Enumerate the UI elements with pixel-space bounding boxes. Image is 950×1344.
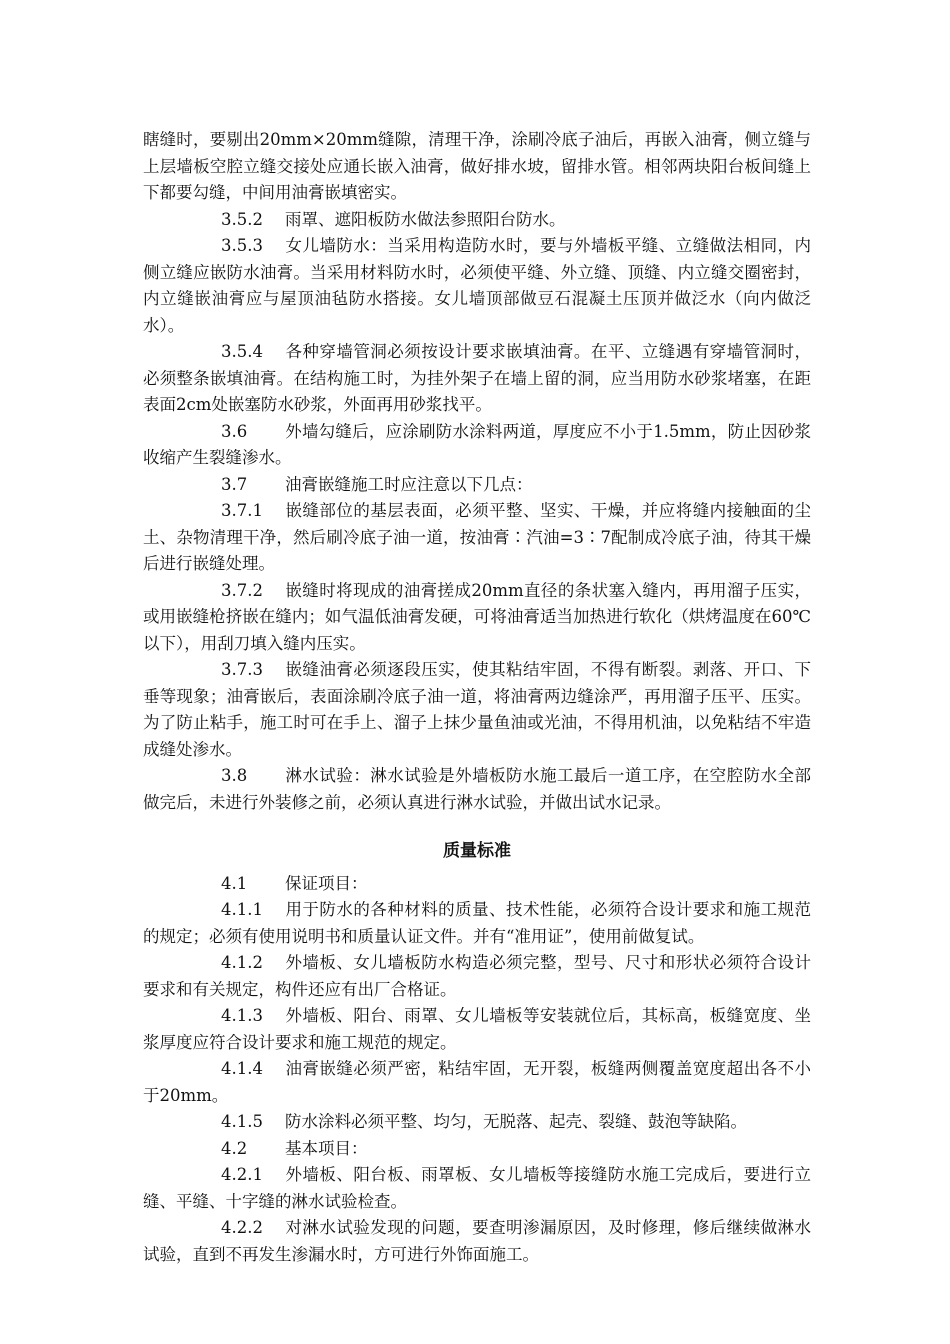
- paragraph-3-5-3: [143, 233, 811, 339]
- paragraph-3-7-1: [143, 498, 811, 578]
- clause-number: 3.5.3: [221, 236, 263, 255]
- paragraph-text: 外墙板、女儿墙板防水构造必须完整，型号、尺寸和形状必须符合设计要求和有关规定，构件还应有出厂合格证。: [143, 953, 811, 999]
- paragraph-4-2-2: [143, 1215, 811, 1268]
- paragraph-text: 嵌缝部位的基层表面，必须平整、坚实、干燥，并应将缝内接触面的尘土、杂物清理干净，然后刷冷底子油一道，按油膏∶汽油=3∶7配制成冷底子油，待其干燥后进行嵌缝处理。: [143, 501, 811, 573]
- paragraph-text: 淋水试验：淋水试验是外墙板防水施工最后一道工序，在空腔防水全部做完后，未进行外装修之前，必须认真进行淋水试验，并做出试水记录。: [143, 766, 811, 812]
- paragraph-text: 基本项目：: [285, 1138, 368, 1158]
- paragraph-3-5-2: [143, 207, 811, 234]
- paragraph-text: 防水涂料必须平整、均匀，无脱落、起壳、裂缝、鼓泡等缺陷。: [285, 1112, 747, 1131]
- paragraph-3-8: [143, 763, 811, 816]
- paragraph-text: 嵌缝油膏必须逐段压实，使其粘结牢固，不得有断裂。剥落、开口、下垂等现象；油膏嵌后，表面涂刷冷底子油一道，将油膏两边缝涂严，再用溜子压平、压实。为了防止粘手，施工时可在手上、溜子上抹少量鱼油或光油，不得用机油，以免粘结不牢造成缝处渗水。: [143, 660, 811, 759]
- paragraph-3-7-2: [143, 578, 811, 658]
- paragraph-4-2: [143, 1136, 811, 1163]
- paragraph-text: 外墙板、阳台板、雨罩板、女儿墙板等接缝防水施工完成后，要进行立缝、平缝、十字缝的淋水试验检查。: [143, 1165, 811, 1211]
- paragraph-4-1-3: [143, 1003, 811, 1056]
- paragraph-text: 对淋水试验发现的问题，要查明渗漏原因，及时修理，修后继续做淋水试验，直到不再发生渗漏水时，方可进行外饰面施工。: [143, 1218, 811, 1264]
- paragraph-text: 外墙板、阳台、雨罩、女儿墙板等安装就位后，其标高，板缝宽度、坐浆厚度应符合设计要求和施工规范的规定。: [143, 1006, 811, 1052]
- clause-number: 3.7.3: [221, 660, 263, 679]
- paragraph-4-1: [143, 871, 811, 898]
- clause-number: 3.7.2: [221, 580, 263, 600]
- clause-number: 3.7: [221, 474, 248, 494]
- paragraph-3-6: [143, 419, 811, 472]
- paragraph-3-5-4: [143, 339, 811, 419]
- clause-number: 3.5.2: [221, 209, 263, 229]
- paragraph-text: 油膏嵌缝必须严密，粘结牢固，无开裂，板缝两侧覆盖宽度超出各不小于20mm。: [143, 1059, 811, 1105]
- paragraph-text: 用于防水的各种材料的质量、技术性能，必须符合设计要求和施工规范的规定；必须有使用说明书和质量认证文件。并有“准用证”，使用前做复试。: [143, 900, 811, 946]
- clause-number: 3.8: [221, 766, 248, 785]
- clause-number: 4.2.2: [221, 1218, 263, 1237]
- paragraph-continuation: [143, 127, 811, 207]
- paragraph-text: 各种穿墙管洞必须按设计要求嵌填油膏。在平、立缝遇有穿墙管洞时，必须整条嵌填油膏。在结构施工时，为挂外架子在墙上留的洞，应当用防水砂浆堵塞，在距表面2cm处嵌塞防水砂浆，外面再用砂浆找平。: [143, 342, 811, 414]
- paragraph-3-7-3: [143, 657, 811, 763]
- paragraph-4-1-2: [143, 950, 811, 1003]
- paragraph-4-2-1: [143, 1162, 811, 1215]
- clause-number: 3.6: [221, 421, 248, 441]
- clause-number: 4.1.4: [221, 1059, 263, 1078]
- paragraph-text: 嵌缝时将现成的油膏搓成20mm直径的条状塞入缝内，再用溜子压实，或用嵌缝枪挤嵌在缝内；如气温低油膏发硬，可将油膏适当加热进行软化（烘烤温度在60℃以下），用刮刀填入缝内压实。: [143, 580, 811, 653]
- paragraph-text: 保证项目：: [285, 873, 368, 893]
- paragraph-text: 外墙勾缝后，应涂刷防水涂料两道，厚度应不小于1.5mm，防止因砂浆收缩产生裂缝渗水。: [143, 421, 811, 467]
- clause-number: 4.1.3: [221, 1006, 263, 1025]
- paragraph-text: 女儿墙防水：当采用构造防水时，要与外墙板平缝、立缝做法相同，内侧立缝应嵌防水油膏。当采用材料防水时，必须使平缝、外立缝、顶缝、内立缝交圈密封，内立缝嵌油膏应与屋顶油毡防水搭接。女儿墙顶部做豆石混凝土压顶并做泛水（向内做泛水）。: [143, 236, 811, 335]
- paragraph-3-7: [143, 472, 811, 499]
- clause-number: 4.2.1: [221, 1165, 263, 1184]
- clause-number: 3.7.1: [221, 501, 263, 520]
- paragraph-text: 雨罩、遮阳板防水做法参照阳台防水。: [285, 209, 566, 229]
- clause-number: 4.2: [221, 1138, 248, 1158]
- paragraph-text: 油膏嵌缝施工时应注意以下几点：: [285, 474, 533, 494]
- clause-number: 4.1.5: [221, 1112, 263, 1131]
- paragraph-text: 瞎缝时，要剔出20mm×20mm缝隙，清理干净，涂刷冷底子油后，再嵌入油膏，侧立缝与上层墙板空腔立缝交接处应通长嵌入油膏，做好排水坡，留排水管。相邻两块阳台板间缝上下都要勾缝，中间用油膏嵌填密实。: [143, 130, 811, 202]
- document-page: [143, 127, 811, 1268]
- clause-number: 4.1: [221, 873, 248, 893]
- paragraph-4-1-5: [143, 1109, 811, 1136]
- clause-number: 4.1.1: [221, 900, 263, 919]
- paragraph-4-1-1: [143, 897, 811, 950]
- section-heading: 质量标准: [443, 841, 511, 861]
- paragraph-4-1-4: [143, 1056, 811, 1109]
- clause-number: 4.1.2: [221, 953, 263, 972]
- clause-number: 3.5.4: [221, 342, 263, 361]
